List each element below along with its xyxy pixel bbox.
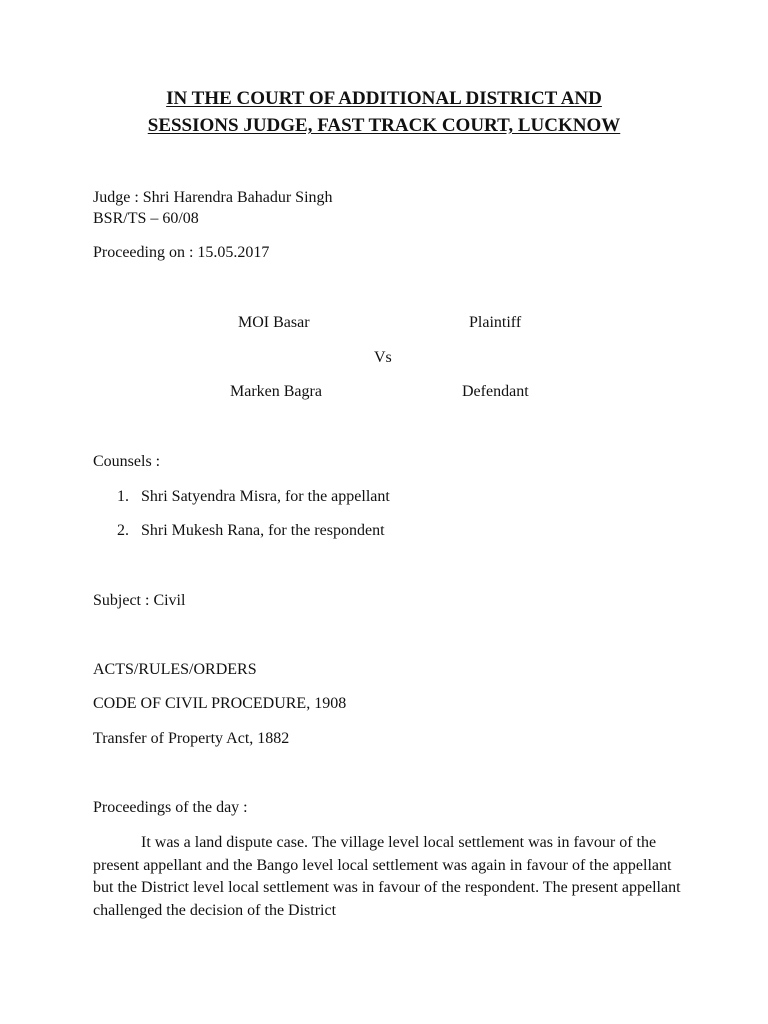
proceedings-paragraph: It was a land dispute case. The village level local settlement was in favour of the present appellant and the Bango level local settlement was again in favour of the appellant but the District level local settlement was in favour of the respondent. The present appellant challenged the decision of the District [93,834,681,920]
defendant-role: Defendant [462,383,529,400]
act-item-1: CODE OF CIVIL PROCEDURE, 1908 [93,695,347,712]
case-number: BSR/TS – 60/08 [93,210,199,227]
defendant-name: Marken Bagra [230,383,322,400]
acts-heading: ACTS/RULES/ORDERS [93,661,257,678]
proceedings-heading: Proceedings of the day : [93,799,248,816]
counsel-number-1: 1. [117,488,129,505]
versus-label: Vs [374,349,392,366]
counsels-heading: Counsels : [93,453,161,470]
proceeding-date: Proceeding on : 15.05.2017 [93,244,270,261]
counsel-number-2: 2. [117,522,129,539]
counsel-item-1: Shri Satyendra Misra, for the appellant [141,488,390,505]
court-title-line-1: IN THE COURT OF ADDITIONAL DISTRICT AND [166,88,602,109]
judge-name: Judge : Shri Harendra Bahadur Singh [93,189,333,206]
counsel-item-2: Shri Mukesh Rana, for the respondent [141,522,385,539]
subject-line: Subject : Civil [93,592,186,609]
act-item-2: Transfer of Property Act, 1882 [93,730,290,747]
plaintiff-name: MOI Basar [238,314,310,331]
plaintiff-role: Plaintiff [469,314,522,331]
court-title-line-2: SESSIONS JUDGE, FAST TRACK COURT, LUCKNOW [147,115,621,136]
